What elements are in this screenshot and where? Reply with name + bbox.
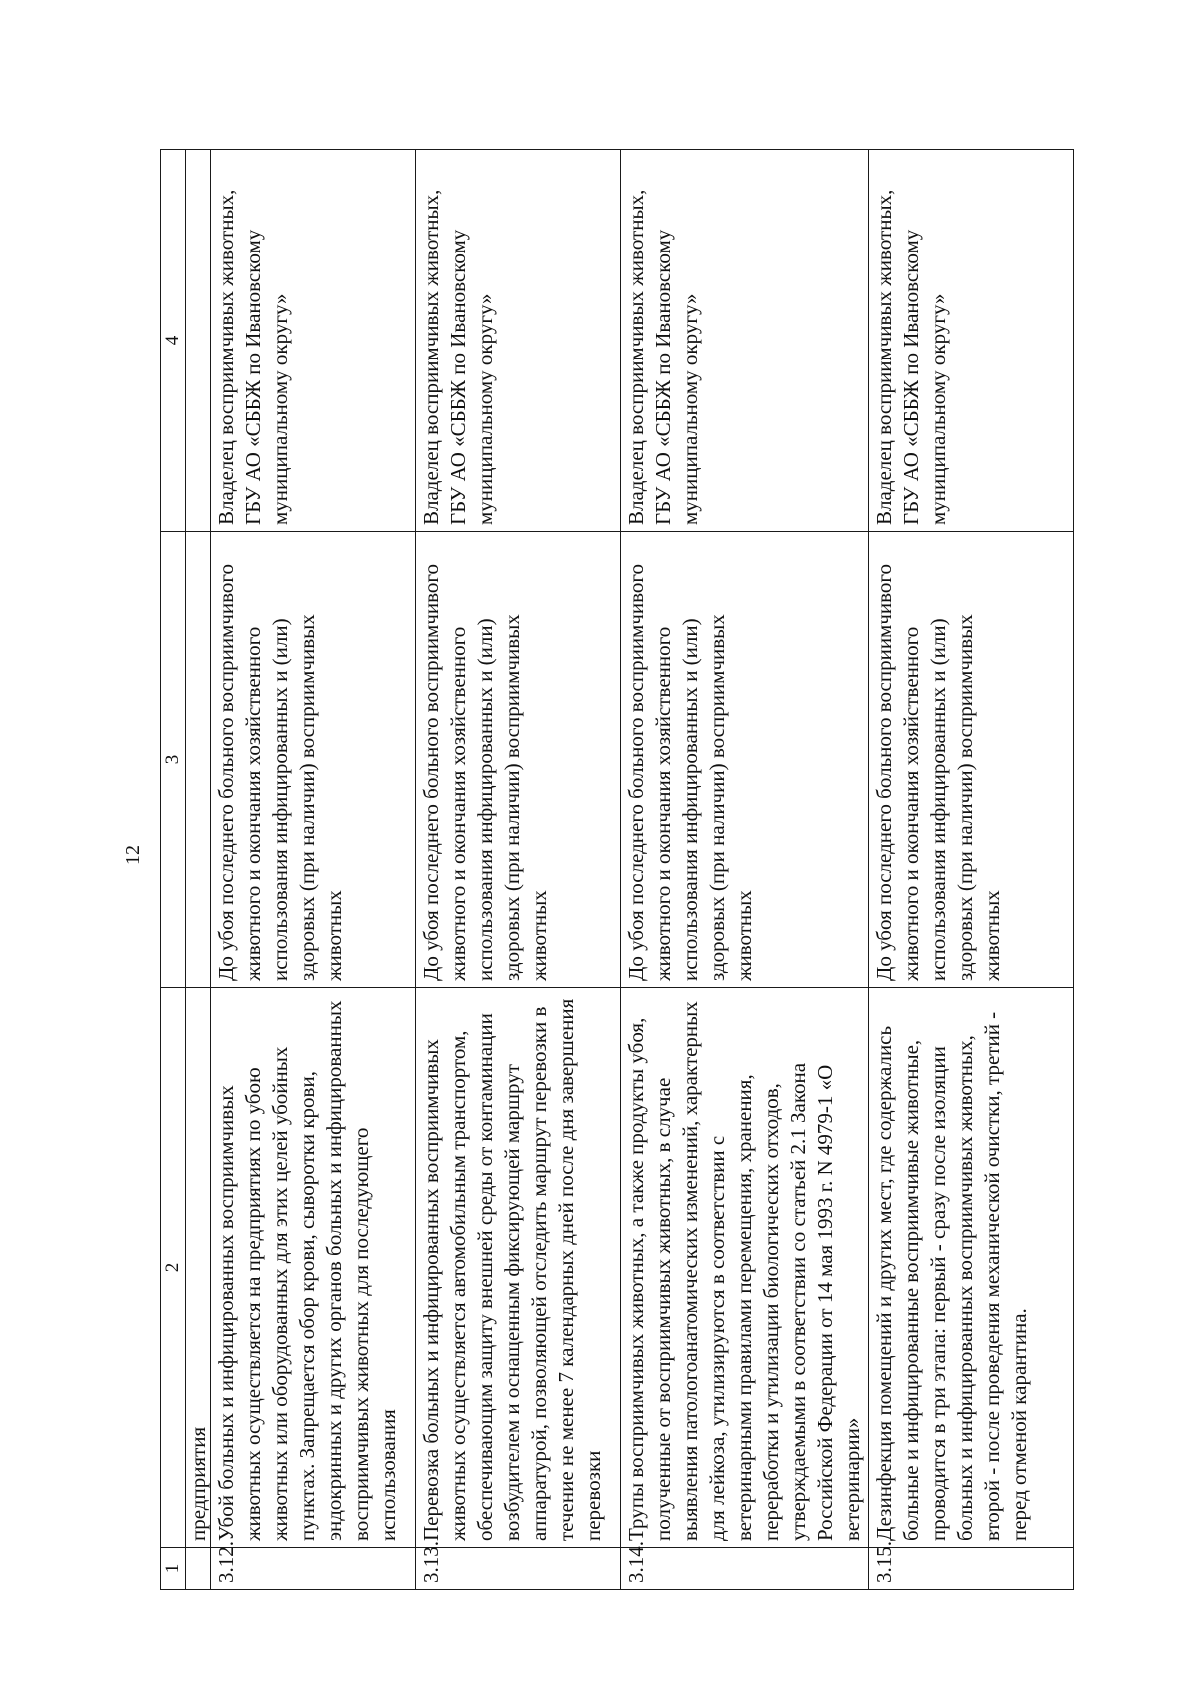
table-row [621, 150, 869, 1590]
continuation-responsible-cell [186, 150, 211, 532]
row-number: 3.13. [416, 1548, 621, 1590]
row-term: До убоя последнего больного восприимчивого животного и окончания хозяйственного использования инфицированных и (или) здоровых (при наличии) восприимчивых животных [416, 532, 621, 988]
header-col-2: 2 [161, 988, 186, 1548]
row-measure: Убой больных и инфицированных восприимчивых животных осуществляется на предприятиях по убою животных или оборудованных для этих целей убойных пунктах. Запрещается обор крови, сыворотки крови, эндокринных и других органов больных и инфицированных восприимчивых животных для последующего использования [211, 988, 416, 1548]
row-measure: Перевозка больных и инфицированных восприимчивых животных осуществляется автомобильным транспортом, обеспечивающим защиту внешней среды от контаминации возбудителем и оснащенным фиксирующей маршрут аппаратурой, позволяющей отследить маршрут перевозки в течение не менее 7 календарных дней после дня завершения перевозки [416, 988, 621, 1548]
header-col-4: 4 [161, 150, 186, 532]
measures-table [160, 149, 1074, 1590]
row-number: 3.14. [621, 1548, 869, 1590]
row-measure: Трупы восприимчивых животных, а также продукты убоя, полученные от восприимчивых животных, в случае выявления патологоанатомических изменений, характерных для лейкоза, утилизируются в соответствии с ветеринарными правилами перемещения, хранения, переработки и утилизации биологических отходов, утверждаемыми в соответствии со статьей 2.1 Закона Российской Федерации от 14 мая 1993 г. N 4979-1 «О ветеринарии» [621, 988, 869, 1548]
header-col-1: 1 [161, 1548, 186, 1590]
row-responsible: Владелец восприимчивых животных, ГБУ АО «СББЖ по Ивановскому муниципальному округу» [211, 150, 416, 532]
row-term: До убоя последнего больного восприимчивого животного и окончания хозяйственного использования инфицированных и (или) здоровых (при наличии) восприимчивых животных [211, 532, 416, 988]
table-row [211, 150, 416, 1590]
row-responsible: Владелец восприимчивых животных, ГБУ АО «СББЖ по Ивановскому муниципальному округу» [869, 150, 1074, 532]
continuation-row [186, 150, 211, 1590]
row-number: 3.15. [869, 1548, 1074, 1590]
row-term: До убоя последнего больного восприимчивого животного и окончания хозяйственного использования инфицированных и (или) здоровых (при наличии) восприимчивых животных [869, 532, 1074, 988]
row-responsible: Владелец восприимчивых животных, ГБУ АО «СББЖ по Ивановскому муниципальному округу» [621, 150, 869, 532]
table-row [869, 150, 1074, 1590]
continuation-text: предприятия [186, 988, 211, 1548]
row-number: 3.12. [211, 1548, 416, 1590]
row-term: До убоя последнего больного восприимчивого животного и окончания хозяйственного использования инфицированных и (или) здоровых (при наличии) восприимчивых животных [621, 532, 869, 988]
page-number: 12 [122, 845, 144, 865]
table-row [416, 150, 621, 1590]
continuation-num-cell [186, 1548, 211, 1590]
table-header-row [161, 150, 186, 1590]
row-measure: Дезинфекция помещений и других мест, где содержались больные и инфицированные восприимчивые животные, проводится в три этапа: первый - сразу после изоляции больных и инфицированных восприимчивых животных, второй - после проведения механической очистки, третий - перед отменой карантина. [869, 988, 1074, 1548]
row-responsible: Владелец восприимчивых животных, ГБУ АО «СББЖ по Ивановскому муниципальному округу» [416, 150, 621, 532]
rotated-table-container [160, 150, 1104, 1590]
header-col-3: 3 [161, 532, 186, 988]
continuation-term-cell [186, 532, 211, 988]
